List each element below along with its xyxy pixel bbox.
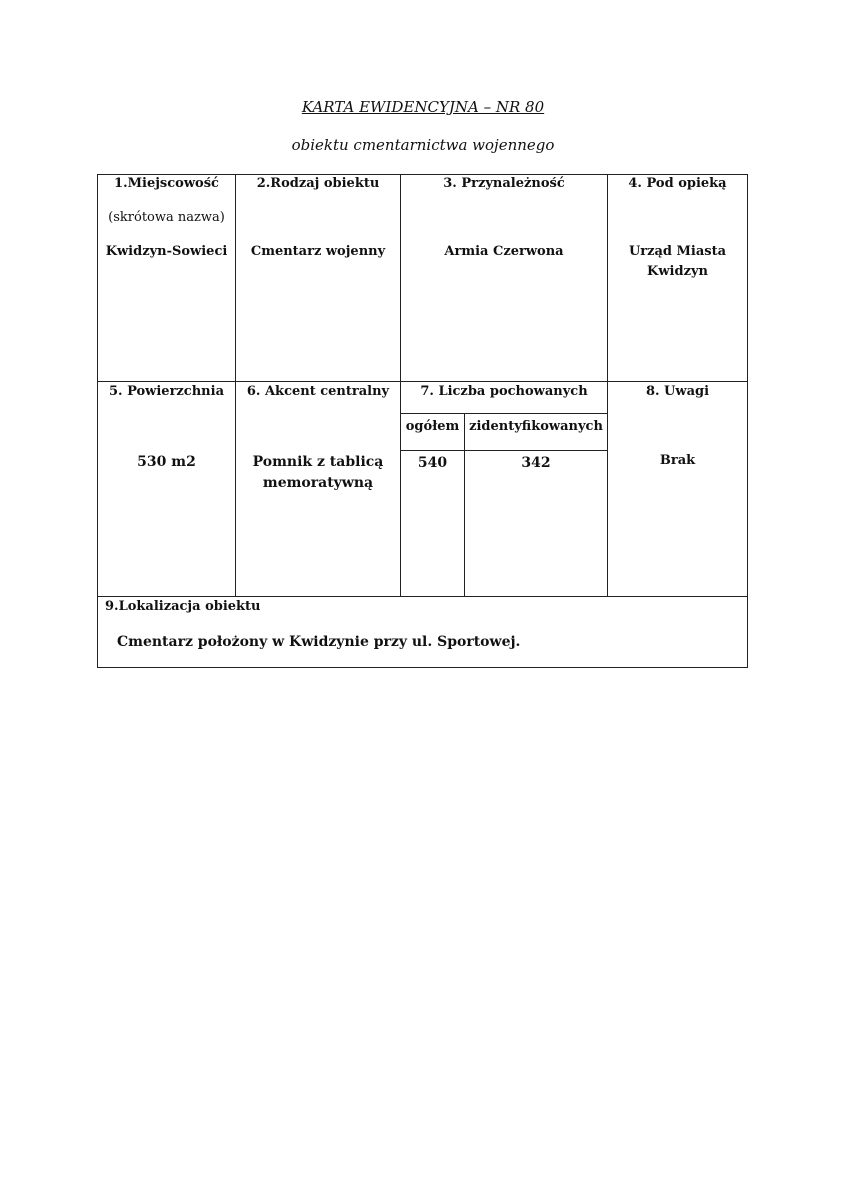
opieka-header: 4. Pod opieką	[628, 176, 727, 191]
zidentyfikowanych-value: 342	[521, 455, 551, 471]
pochowani-header: 7. Liczba pochowanych	[420, 384, 588, 399]
miejscowosc-note: (skrótowa nazwa)	[108, 210, 225, 225]
przynaleznosc-value: Armia Czerwona	[444, 244, 564, 259]
przynaleznosc-header: 3. Przynależność	[443, 176, 565, 191]
subtable-line-mid	[400, 450, 608, 451]
lokalizacja-value: Cmentarz położony w Kwidzynie przy ul. Sportowej.	[117, 634, 521, 650]
akcent-value-line2: memoratywną	[262, 475, 374, 491]
rodzaj-header: 2.Rodzaj obiektu	[256, 176, 380, 191]
ogolem-value: 540	[417, 455, 448, 471]
subtable-col-divider	[464, 413, 465, 597]
zidentyfikowanych-header: zidentyfikowanych	[469, 419, 603, 434]
table-border-bottom	[97, 667, 748, 668]
rodzaj-value: Cmentarz wojenny	[250, 244, 386, 259]
document-title: KARTA EWIDENCYJNA – NR 80	[301, 98, 545, 116]
ogolem-header: ogółem	[405, 419, 460, 434]
lokalizacja-header: 9.Lokalizacja obiektu	[105, 599, 261, 614]
subtable-line-top	[400, 413, 608, 414]
table-border-right	[747, 174, 748, 668]
opieka-value-line1: Urząd Miasta	[628, 244, 727, 259]
akcent-value-line1: Pomnik z tablicą	[252, 454, 384, 470]
opieka-value-line2: Kwidzyn	[647, 264, 708, 279]
uwagi-header: 8. Uwagi	[645, 384, 710, 399]
miejscowosc-header: 1.Miejscowość	[114, 176, 219, 191]
miejscowosc-value: Kwidzyn-Sowieci	[105, 244, 228, 259]
akcent-header: 6. Akcent centralny	[246, 384, 390, 399]
powierzchnia-header: 5. Powierzchnia	[108, 384, 224, 399]
document-subtitle: obiektu cmentarnictwa wojennego	[291, 136, 555, 154]
uwagi-value: Brak	[659, 453, 696, 468]
powierzchnia-value: 530 m2	[137, 454, 196, 470]
